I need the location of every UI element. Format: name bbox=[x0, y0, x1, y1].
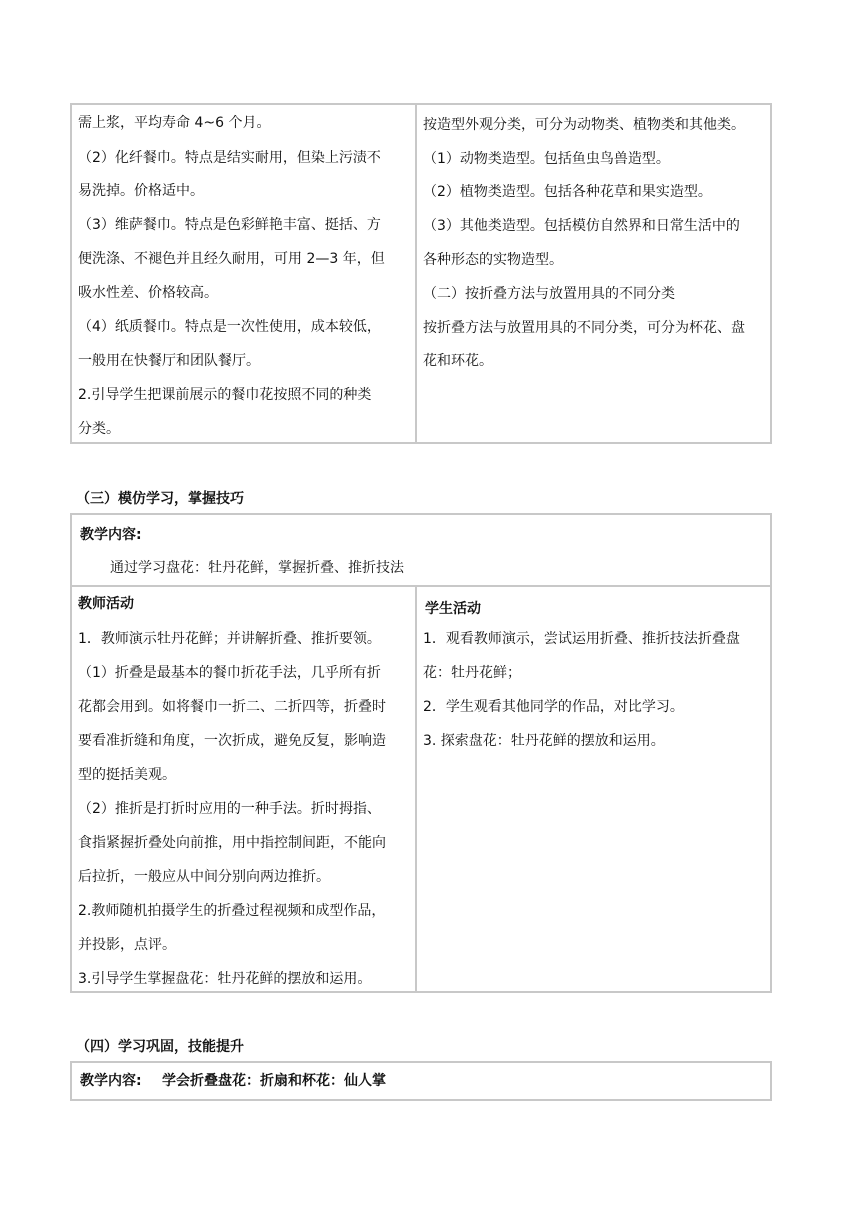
text-line: （1）折叠是最基本的餐巾折花手法，几乎所有折 bbox=[78, 665, 381, 681]
text-line: 按折叠方法与放置用具的不同分类，可分为杯花、盘 bbox=[423, 320, 745, 336]
text-line: 需上浆，平均寿命 4~6 个月。 bbox=[78, 115, 271, 131]
text-line: （3）维萨餐巾。特点是色彩鲜艳丰富、挺括、方 bbox=[78, 217, 381, 233]
content-label: 教学内容: bbox=[80, 1073, 142, 1089]
classification-left-cell bbox=[72, 105, 415, 442]
section-3-heading: （三）模仿学习，掌握技巧 bbox=[76, 491, 244, 507]
text-line: 一般用在快餐厅和团队餐厅。 bbox=[78, 353, 260, 369]
classification-table bbox=[70, 103, 772, 444]
text-line: 2.教师随机拍摄学生的折叠过程视频和成型作品， bbox=[78, 903, 386, 919]
student-activity-cell bbox=[417, 587, 770, 991]
text-line: 分类。 bbox=[78, 421, 120, 437]
section-3-table bbox=[70, 513, 772, 993]
text-line: 易洗掉。价格适中。 bbox=[78, 183, 204, 199]
text-line: 食指紧握折叠处向前推，用中指控制间距，不能向 bbox=[78, 835, 386, 851]
text-line: 花：牡丹花鲜； bbox=[423, 665, 521, 681]
text-line: 各种形态的实物造型。 bbox=[423, 252, 563, 268]
text-line: 后拉折，一般应从中间分别向两边推折。 bbox=[78, 869, 330, 885]
text-line: 2.引导学生把课前展示的餐巾花按照不同的种类 bbox=[78, 387, 372, 403]
teacher-activity-cell bbox=[72, 587, 415, 991]
text-line: （2）推折是打折时应用的一种手法。折时拇指、 bbox=[78, 801, 381, 817]
section-4-table bbox=[70, 1061, 772, 1101]
student-activity-title: 学生活动 bbox=[425, 601, 481, 617]
content-text: 通过学习盘花：牡丹花鲜，掌握折叠、推折技法 bbox=[110, 560, 404, 576]
text-line: （2）植物类造型。包括各种花草和果实造型。 bbox=[423, 184, 712, 200]
section-4-heading: （四）学习巩固，技能提升 bbox=[76, 1039, 244, 1055]
text-line: （二）按折叠方法与放置用具的不同分类 bbox=[423, 286, 675, 302]
text-line: 并投影，点评。 bbox=[78, 937, 176, 953]
text-line: （4）纸质餐巾。特点是一次性使用，成本较低， bbox=[78, 319, 381, 335]
text-line: 型的挺括美观。 bbox=[78, 767, 176, 783]
text-line: 2．学生观看其他同学的作品，对比学习。 bbox=[423, 699, 684, 715]
text-line: 1．观看教师演示，尝试运用折叠、推折技法折叠盘 bbox=[423, 631, 740, 647]
content-label: 教学内容: bbox=[80, 527, 142, 543]
text-line: 吸水性差、价格较高。 bbox=[78, 285, 218, 301]
text-line: （3）其他类造型。包括模仿自然界和日常生活中的 bbox=[423, 218, 740, 234]
text-line: 1．教师演示牡丹花鲜；并讲解折叠、推折要领。 bbox=[78, 631, 381, 647]
text-line: （1）动物类造型。包括鱼虫鸟兽造型。 bbox=[423, 151, 670, 167]
teacher-activity-title: 教师活动 bbox=[78, 596, 134, 612]
text-line: 按造型外观分类，可分为动物类、植物类和其他类。 bbox=[423, 117, 745, 133]
text-line: 要看准折缝和角度，一次折成，避免反复，影响造 bbox=[78, 733, 386, 749]
text-line: 3.引导学生掌握盘花：牡丹花鲜的摆放和运用。 bbox=[78, 971, 372, 987]
content-text: 学会折叠盘花：折扇和杯花：仙人掌 bbox=[162, 1073, 386, 1089]
text-line: 3. 探索盘花：牡丹花鲜的摆放和运用。 bbox=[423, 733, 665, 749]
text-line: 花和环花。 bbox=[423, 353, 493, 369]
text-line: 便洗涤、不褪色并且经久耐用，可用 2—3 年，但 bbox=[78, 251, 385, 267]
text-line: 花都会用到。如将餐巾一折二、二折四等，折叠时 bbox=[78, 699, 386, 715]
text-line: （2）化纤餐巾。特点是结实耐用，但染上污渍不 bbox=[78, 150, 381, 166]
classification-right-cell bbox=[417, 105, 770, 442]
